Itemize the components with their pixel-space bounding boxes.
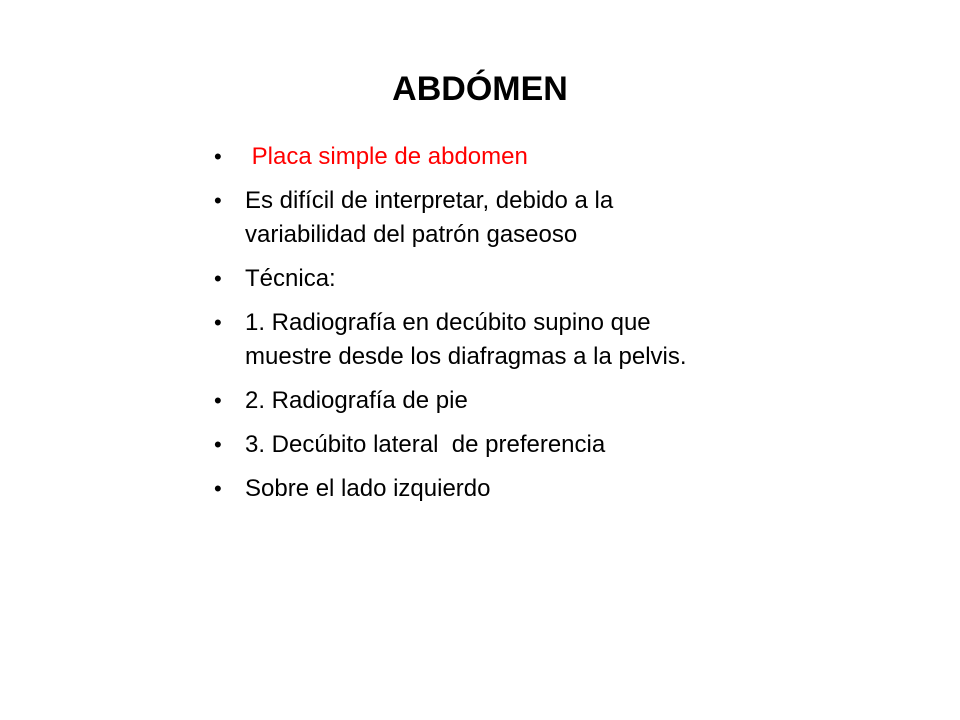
bullet-text: Técnica:: [245, 265, 336, 292]
bullet-text: 3. Decúbito lateral de preferencia: [245, 431, 606, 458]
bullet-item-placa: [214, 140, 734, 174]
bullet-icon: •: [214, 432, 222, 457]
bullet-item-lado-izquierdo: [214, 472, 734, 506]
bullet-icon: •: [214, 144, 222, 169]
bullet-icon: •: [214, 388, 222, 413]
bullet-icon: •: [214, 266, 222, 291]
bullet-item-de-pie: [214, 384, 734, 418]
bullet-text: Sobre el lado izquierdo: [245, 475, 491, 502]
bullet-list: [214, 140, 734, 516]
slide-title: ABDÓMEN: [392, 70, 568, 108]
bullet-text: 1. Radiografía en decúbito supino que muestre desde los diafragmas a la pelvis.: [245, 309, 687, 370]
bullet-item-tecnica: [214, 262, 734, 296]
bullet-item-dificil: [214, 184, 734, 252]
bullet-icon: •: [214, 188, 222, 213]
bullet-item-decubito-supino: [214, 306, 734, 374]
bullet-text: Es difícil de interpretar, debido a la variabilidad del patrón gaseoso: [245, 187, 614, 248]
bullet-text: Placa simple de abdomen: [245, 143, 528, 170]
bullet-text: 2. Radiografía de pie: [245, 387, 468, 414]
bullet-icon: •: [214, 476, 222, 501]
bullet-item-decubito-lateral: [214, 428, 734, 462]
bullet-icon: •: [214, 310, 222, 335]
